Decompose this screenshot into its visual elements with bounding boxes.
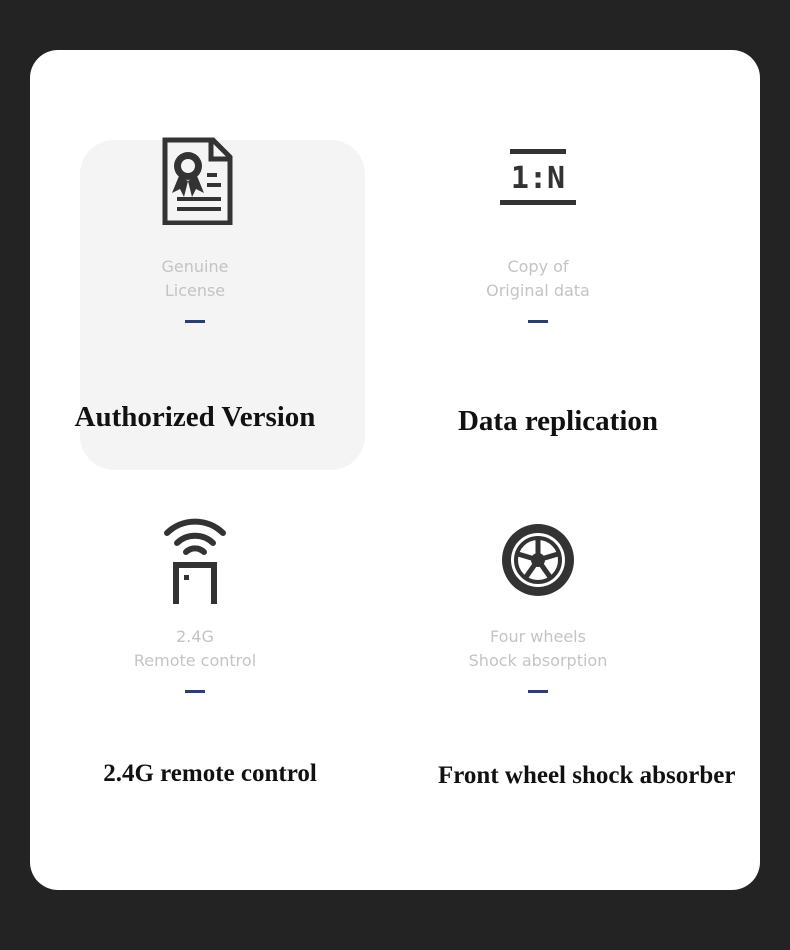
feature-shock-absorber <box>358 505 736 789</box>
subtitle-line-2: Original data <box>486 281 590 300</box>
feature-title: Front wheel shock absorber <box>438 762 736 789</box>
accent-dash <box>185 320 205 323</box>
icon-text-1n: 1:N <box>510 161 566 196</box>
one-to-n-copy-icon <box>478 135 598 235</box>
feature-subtitle <box>358 625 718 673</box>
subtitle-line-2: License <box>164 281 226 300</box>
feature-title: 2.4G remote control <box>103 760 317 787</box>
feature-subtitle <box>358 255 718 303</box>
wheel-icon <box>478 505 598 605</box>
subtitle-line-1: Genuine <box>161 257 229 276</box>
subtitle-line-2: Shock absorption <box>468 651 608 670</box>
certificate-document-icon <box>135 135 255 235</box>
feature-data-replication <box>358 135 718 437</box>
feature-subtitle <box>15 625 375 673</box>
subtitle-line-2: Remote control <box>133 651 257 670</box>
feature-title: Authorized Version <box>74 401 316 433</box>
feature-subtitle <box>15 255 375 303</box>
subtitle-line-1: Four wheels <box>490 627 586 646</box>
feature-authorized-version <box>15 135 375 433</box>
feature-title: Data replication <box>457 405 659 437</box>
subtitle-line-1: Copy of <box>507 257 569 276</box>
wireless-remote-icon <box>135 505 255 605</box>
accent-dash <box>528 690 548 693</box>
accent-dash <box>528 320 548 323</box>
subtitle-line-1: 2.4G <box>176 627 214 646</box>
feature-remote-control <box>15 505 375 787</box>
accent-dash <box>185 690 205 693</box>
